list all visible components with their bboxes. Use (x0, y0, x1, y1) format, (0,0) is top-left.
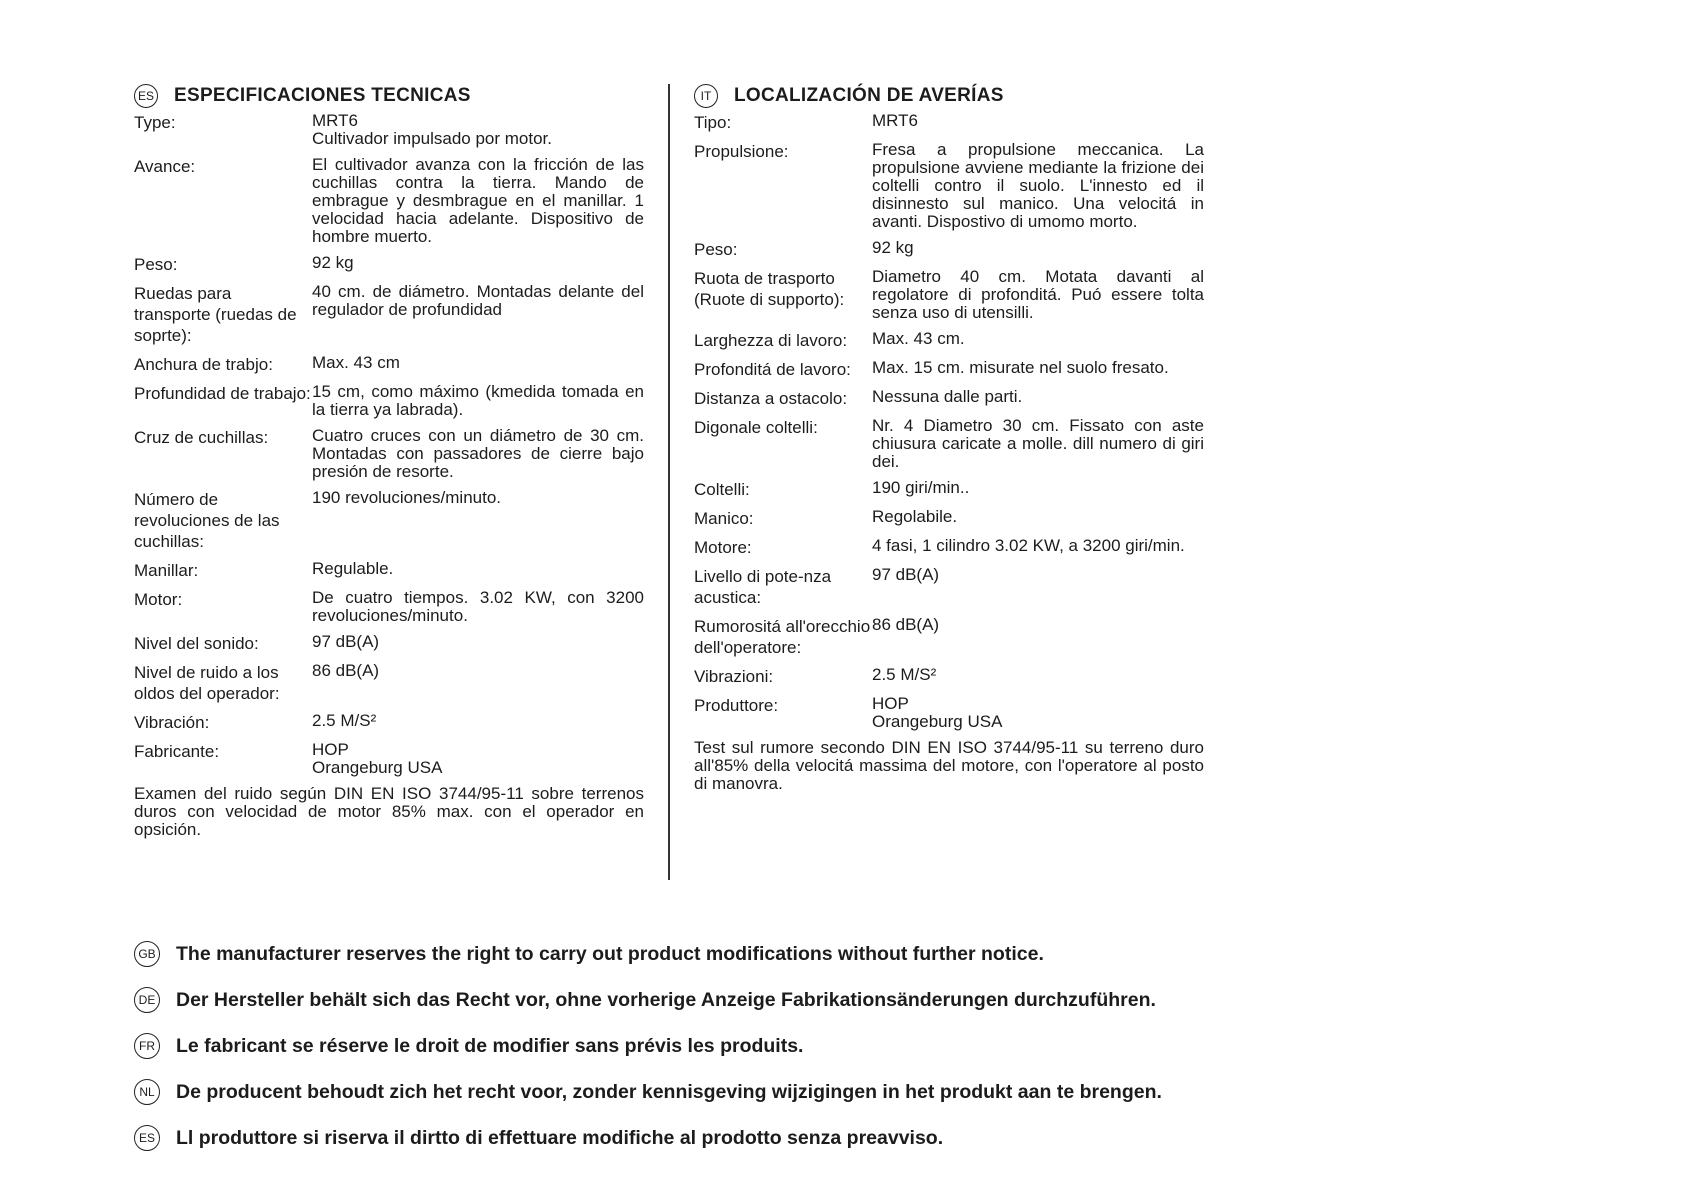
spec-row (694, 330, 1204, 351)
spec-label: Fabricante: (134, 742, 220, 761)
spec-label: Digonale coltelli: (694, 418, 818, 437)
spec-value: El cultivador avanza con la fricción de las cuchillas contra la tierra. Mando de embrague y desmbrague en el manillar. 1 velocidad hacia adelante. Dispositivo de hombre muerto. (312, 155, 644, 246)
spec-value: 86 dB(A) (312, 661, 380, 680)
notice-nl (134, 1076, 1234, 1108)
spec-label: Ruedas para transporte (ruedas de soprte): (134, 284, 297, 345)
spanish-section-header (134, 84, 644, 108)
spec-row (134, 254, 644, 275)
spec-row (134, 741, 644, 777)
notice-text: Ll produttore si riserva il dirtto di effettuare modifiche al prodotto senza preavviso. (176, 1126, 944, 1149)
spec-value: MRT6 (872, 111, 918, 130)
spec-row (134, 489, 644, 552)
spec-row (134, 156, 644, 246)
spec-value: 4 fasi, 1 cilindro 3.02 KW, a 3200 giri/min. (872, 536, 1185, 555)
modification-notices (134, 938, 1234, 1168)
spec-value: HOP Orangeburg USA (872, 694, 1003, 731)
language-badge-fr: FR (134, 1033, 160, 1059)
spec-label: Livello di pote-nza acustica: (694, 567, 832, 607)
spec-value: 190 giri/min.. (872, 478, 970, 497)
spec-label: Nivel del sonido: (134, 634, 259, 653)
spec-value: 40 cm. de diámetro. Montadas delante del regulador de profundidad (312, 282, 644, 319)
spec-value: 2.5 M/S² (312, 711, 377, 730)
spec-label: Vibrazioni: (694, 667, 774, 686)
language-badge-es: ES (134, 1125, 160, 1151)
spec-label: Type: (134, 113, 176, 132)
spec-row (694, 479, 1204, 500)
spec-value: Fresa a propulsione meccanica. La propulsione avviene mediante la frizione dei coltelli contro il suolo. L'innesto ed il disinnesto sul manico. Una velocitá in avanti. Dispostivo di umomo morto. (872, 140, 1204, 231)
spec-value: 92 kg (312, 253, 354, 272)
spec-label: Número de revoluciones de las cuchillas: (134, 490, 280, 551)
spec-row (694, 616, 1204, 658)
spec-value: Regolabile. (872, 507, 958, 526)
spec-label: Peso: (134, 255, 178, 274)
spec-row (694, 268, 1204, 322)
notice-gb (134, 938, 1234, 970)
spec-value: 190 revoluciones/minuto. (312, 488, 502, 507)
spec-value: Diametro 40 cm. Motata davanti al regolatore di profonditá. Puó essere tolta senza uso di utensilli. (872, 267, 1204, 322)
spec-label: Cruz de cuchillas: (134, 428, 269, 447)
language-badge-es: ES (134, 84, 158, 108)
spec-label: Peso: (694, 240, 738, 259)
spec-label: Rumorositá all'orecchio dell'operatore: (694, 617, 871, 657)
spec-row (134, 662, 644, 704)
spec-row (134, 112, 644, 148)
spec-row (134, 427, 644, 481)
spec-value: 2.5 M/S² (872, 665, 937, 684)
italian-spec-column (694, 84, 1204, 793)
notice-de (134, 984, 1234, 1016)
spec-value: Cuatro cruces con un diámetro de 30 cm. Montadas con passadores de cierre bajo presión de resorte. (312, 426, 644, 481)
spec-row (134, 354, 644, 375)
spec-value: 15 cm, como máximo (kmedida tomada en la tierra ya labrada). (312, 382, 644, 419)
spec-label: Avance: (134, 157, 196, 176)
spanish-noise-note: Examen del ruido según DIN EN ISO 3744/95-11 sobre terrenos duros con velocidad de motor 85% max. con el operador en opsición. (134, 784, 644, 839)
spec-value: 92 kg (872, 238, 914, 257)
spec-value: Regulable. (312, 559, 394, 578)
spec-row (134, 712, 644, 733)
spec-label: Tipo: (694, 113, 732, 132)
italian-section-title: LOCALIZACIÓN DE AVERÍAS (734, 85, 1004, 106)
spec-label: Vibración: (134, 713, 210, 732)
spec-label: Nivel de ruido a los oldos del operador: (134, 663, 280, 703)
spec-label: Motor: (134, 590, 183, 609)
notice-es (134, 1122, 1234, 1154)
italian-spec-list (694, 112, 1204, 731)
italian-noise-note: Test sul rumore secondo DIN EN ISO 3744/95-11 su terreno duro all'85% della velocitá massima del motore, con l'operatore al posto di manovra. (694, 738, 1204, 793)
spec-row (694, 695, 1204, 731)
spec-label: Anchura de trabjo: (134, 355, 273, 374)
column-divider (668, 84, 670, 880)
spec-row (694, 388, 1204, 409)
notice-text: The manufacturer reserves the right to carry out product modifications without further notice. (176, 942, 1044, 965)
spec-label: Ruota de trasporto (Ruote di supporto): (694, 269, 845, 309)
spec-label: Propulsione: (694, 142, 789, 161)
spec-label: Profonditá de lavoro: (694, 360, 851, 379)
spanish-section-title: ESPECIFICACIONES TECNICAS (174, 85, 471, 106)
spec-label: Produttore: (694, 696, 779, 715)
spec-value: 97 dB(A) (872, 565, 940, 584)
spec-row (694, 239, 1204, 260)
spec-row (134, 589, 644, 625)
language-badge-nl: NL (134, 1079, 160, 1105)
spec-row (694, 112, 1204, 133)
spec-row (134, 383, 644, 419)
spec-row (694, 359, 1204, 380)
spec-row (134, 633, 644, 654)
spec-value: 97 dB(A) (312, 632, 380, 651)
spec-value: Nr. 4 Diametro 30 cm. Fissato con aste chiusura caricate a molle. dill numero di giri dei. (872, 416, 1204, 471)
spec-row (694, 666, 1204, 687)
spec-label: Larghezza di lavoro: (694, 331, 848, 350)
spec-row (694, 566, 1204, 608)
spec-label: Manico: (694, 509, 754, 528)
spec-row (134, 283, 644, 346)
spec-value: De cuatro tiempos. 3.02 KW, con 3200 revoluciones/minuto. (312, 588, 644, 625)
spec-label: Motore: (694, 538, 752, 557)
notice-text: Le fabricant se réserve le droit de modifier sans prévis les produits. (176, 1034, 804, 1057)
notice-fr (134, 1030, 1234, 1062)
spec-value: Nessuna dalle parti. (872, 387, 1023, 406)
language-badge-it: IT (694, 84, 718, 108)
spec-value: 86 dB(A) (872, 615, 940, 634)
spec-value: Max. 43 cm (312, 353, 400, 372)
spec-value: HOP Orangeburg USA (312, 740, 443, 777)
spec-label: Coltelli: (694, 480, 750, 499)
language-badge-de: DE (134, 987, 160, 1013)
spanish-spec-column (134, 84, 644, 839)
spec-row (694, 141, 1204, 231)
spec-value: Max. 43 cm. (872, 329, 965, 348)
language-badge-gb: GB (134, 941, 160, 967)
spec-row (134, 560, 644, 581)
notice-text: Der Hersteller behält sich das Recht vor, ohne vorherige Anzeige Fabrikationsänderungen durchzuführen. (176, 988, 1156, 1011)
spec-row (694, 537, 1204, 558)
spec-row (694, 417, 1204, 471)
spec-value: Max. 15 cm. misurate nel suolo fresato. (872, 358, 1169, 377)
spanish-spec-list (134, 112, 644, 777)
spec-row (694, 508, 1204, 529)
spec-label: Manillar: (134, 561, 199, 580)
spec-label: Profundidad de trabajo: (134, 384, 311, 403)
spec-value: MRT6 Cultivador impulsado por motor. (312, 111, 553, 148)
spec-label: Distanza a ostacolo: (694, 389, 848, 408)
notice-text: De producent behoudt zich het recht voor, zonder kennisgeving wijzigingen in het produkt aan te brengen. (176, 1080, 1162, 1103)
italian-section-header (694, 84, 1204, 108)
